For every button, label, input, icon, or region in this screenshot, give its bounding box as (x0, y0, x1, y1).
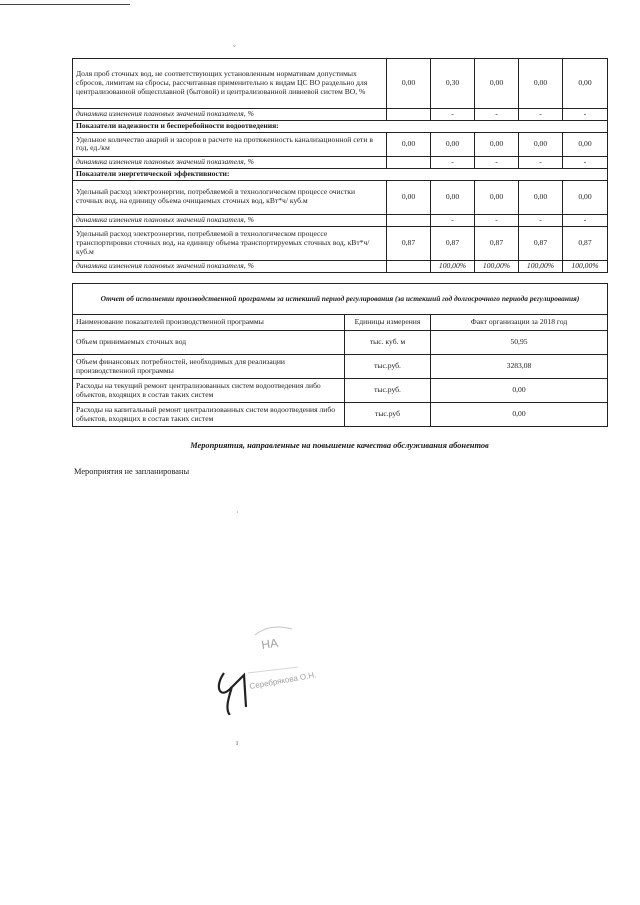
stamp-text-2: Серебрякова О.Н. (248, 670, 317, 691)
stamp-text-1: НА (260, 635, 279, 652)
report-unit: тыс. куб. м (345, 331, 431, 355)
indicator-value: 0,00 (431, 132, 475, 156)
report-unit: тыс.руб (345, 403, 431, 427)
scan-mark: ˇ (233, 44, 236, 53)
report-fact: 3283,08 (431, 355, 608, 379)
indicator-value: 0,00 (563, 132, 608, 156)
report-row (73, 355, 608, 379)
report-name: Расходы на капитальный ремонт централизованных систем водоотведения либо объектов, входящих в состав таких систем (73, 403, 345, 427)
report-name: Объем принимаемых сточных вод (73, 331, 345, 355)
indicator-value: - (475, 214, 519, 226)
indicator-value: 0,00 (387, 180, 431, 214)
indicator-value: 100,00% (519, 260, 563, 272)
indicator-label: Удельный расход электроэнергии, потребляемой в технологическом процессе транспортировки сточных вод, на единицу объема транспортируемых сточных вод, кВт*ч/ куб.м (73, 226, 387, 260)
indicator-row (73, 214, 608, 226)
indicator-value (387, 214, 431, 226)
signature-stroke (219, 673, 246, 715)
report-unit: тыс.руб. (345, 379, 431, 403)
section-heading: Показатели надежности и бесперебойности водоотведения: (73, 120, 608, 132)
indicator-label: динамика изменения плановых значений показателя, % (73, 109, 387, 121)
indicator-value: 0,00 (519, 59, 563, 109)
report-name: Расходы на текущий ремонт централизованных систем водоотведения либо объектов, входящих в состав таких систем (73, 379, 345, 403)
report-table-body (73, 331, 608, 427)
report-fact: 0,00 (431, 379, 608, 403)
report-name: Объем финансовых потребностей, необходимых для реализации производственной программы (73, 355, 345, 379)
indicator-value: - (519, 214, 563, 226)
indicator-value: 0,00 (475, 132, 519, 156)
report-header-unit: Единицы измерения (345, 315, 431, 331)
signature-stamp (200, 615, 340, 715)
indicator-row (73, 260, 608, 272)
indicator-label: динамика изменения плановых значений показателя, % (73, 156, 387, 168)
scan-mark-2: · (236, 508, 239, 517)
indicator-row (73, 168, 608, 180)
indicator-value (387, 109, 431, 121)
indicator-value: - (563, 156, 608, 168)
indicator-value: 0,87 (475, 226, 519, 260)
indicator-value: - (431, 109, 475, 121)
report-row (73, 403, 608, 427)
indicator-value: 0,87 (387, 226, 431, 260)
indicator-row (73, 180, 608, 214)
indicator-value: - (431, 156, 475, 168)
indicator-value: - (519, 109, 563, 121)
indicator-label: динамика изменения плановых значений показателя, % (73, 214, 387, 226)
indicator-value: 0,00 (475, 59, 519, 109)
measures-title: Мероприятия, направленные на повышение качества обслуживания абонентов (190, 441, 489, 450)
indicator-value: - (475, 109, 519, 121)
indicator-row (73, 156, 608, 168)
report-row (73, 379, 608, 403)
indicator-row (73, 120, 608, 132)
indicator-row (73, 109, 608, 121)
report-table (72, 283, 608, 427)
indicator-value: 0,87 (563, 226, 608, 260)
report-unit: тыс.руб. (345, 355, 431, 379)
indicator-value: 0,00 (563, 180, 608, 214)
indicator-row (73, 59, 608, 109)
report-header-name: Наименование показателей производственной программы (73, 315, 345, 331)
indicator-value: 100,00% (475, 260, 519, 272)
indicator-value: - (431, 214, 475, 226)
indicator-value: - (563, 214, 608, 226)
indicator-value: 0,87 (431, 226, 475, 260)
indicator-value: 0,00 (387, 59, 431, 109)
stamp-arc (255, 627, 292, 635)
report-title: Отчет об исполнении производственной программы за истекший период регулирования (за истекший год долгосрочного периода регулирования) (73, 284, 608, 315)
indicator-value: 0,00 (519, 132, 563, 156)
indicator-value: 0,00 (519, 180, 563, 214)
indicator-label: Удельный расход электроэнергии, потребляемой в технологическом процессе очистки сточных вод, на единицу объема очищаемых сточных вод, кВт*ч/ куб.м (73, 180, 387, 214)
indicators-table-body (73, 59, 608, 273)
indicator-value: 0,00 (475, 180, 519, 214)
report-header-fact: Факт организации за 2018 год (431, 315, 608, 331)
scan-mark-3: ı (236, 738, 239, 747)
indicator-value: 100,00% (563, 260, 608, 272)
indicator-value: - (519, 156, 563, 168)
report-fact: 0,00 (431, 403, 608, 427)
indicator-label: Удельное количество аварий и засоров в расчете на протяженность канализационной сети в год, ед./км (73, 132, 387, 156)
indicator-row (73, 226, 608, 260)
indicator-value: 0,00 (431, 180, 475, 214)
indicator-label: Доля проб сточных вод, не соответствующих установленным нормативам допустимых сбросов, лимитам на сбросы, рассчитанная применительно к видам ЦС ВО раздельно для централизованной общесплавной (бытовой) и централизованной ливневой систем ВО, % (73, 59, 387, 109)
section-heading: Показатели энергетической эффективности: (73, 168, 608, 180)
indicator-label: динамика изменения плановых значений показателя, % (73, 260, 387, 272)
indicator-value: 0,87 (519, 226, 563, 260)
stamp-line (248, 667, 298, 673)
indicator-value (387, 260, 431, 272)
top-rule (0, 4, 130, 5)
indicator-value: 0,00 (563, 59, 608, 109)
indicator-value: - (563, 109, 608, 121)
report-fact: 50,95 (431, 331, 608, 355)
indicator-value: 0,00 (387, 132, 431, 156)
indicator-row (73, 132, 608, 156)
measures-text: Мероприятия не запланированы (74, 467, 190, 476)
indicator-value: 0,30 (431, 59, 475, 109)
indicator-value: 100,00% (431, 260, 475, 272)
report-row (73, 331, 608, 355)
indicator-value (387, 156, 431, 168)
indicators-table (72, 58, 608, 273)
indicator-value: - (475, 156, 519, 168)
